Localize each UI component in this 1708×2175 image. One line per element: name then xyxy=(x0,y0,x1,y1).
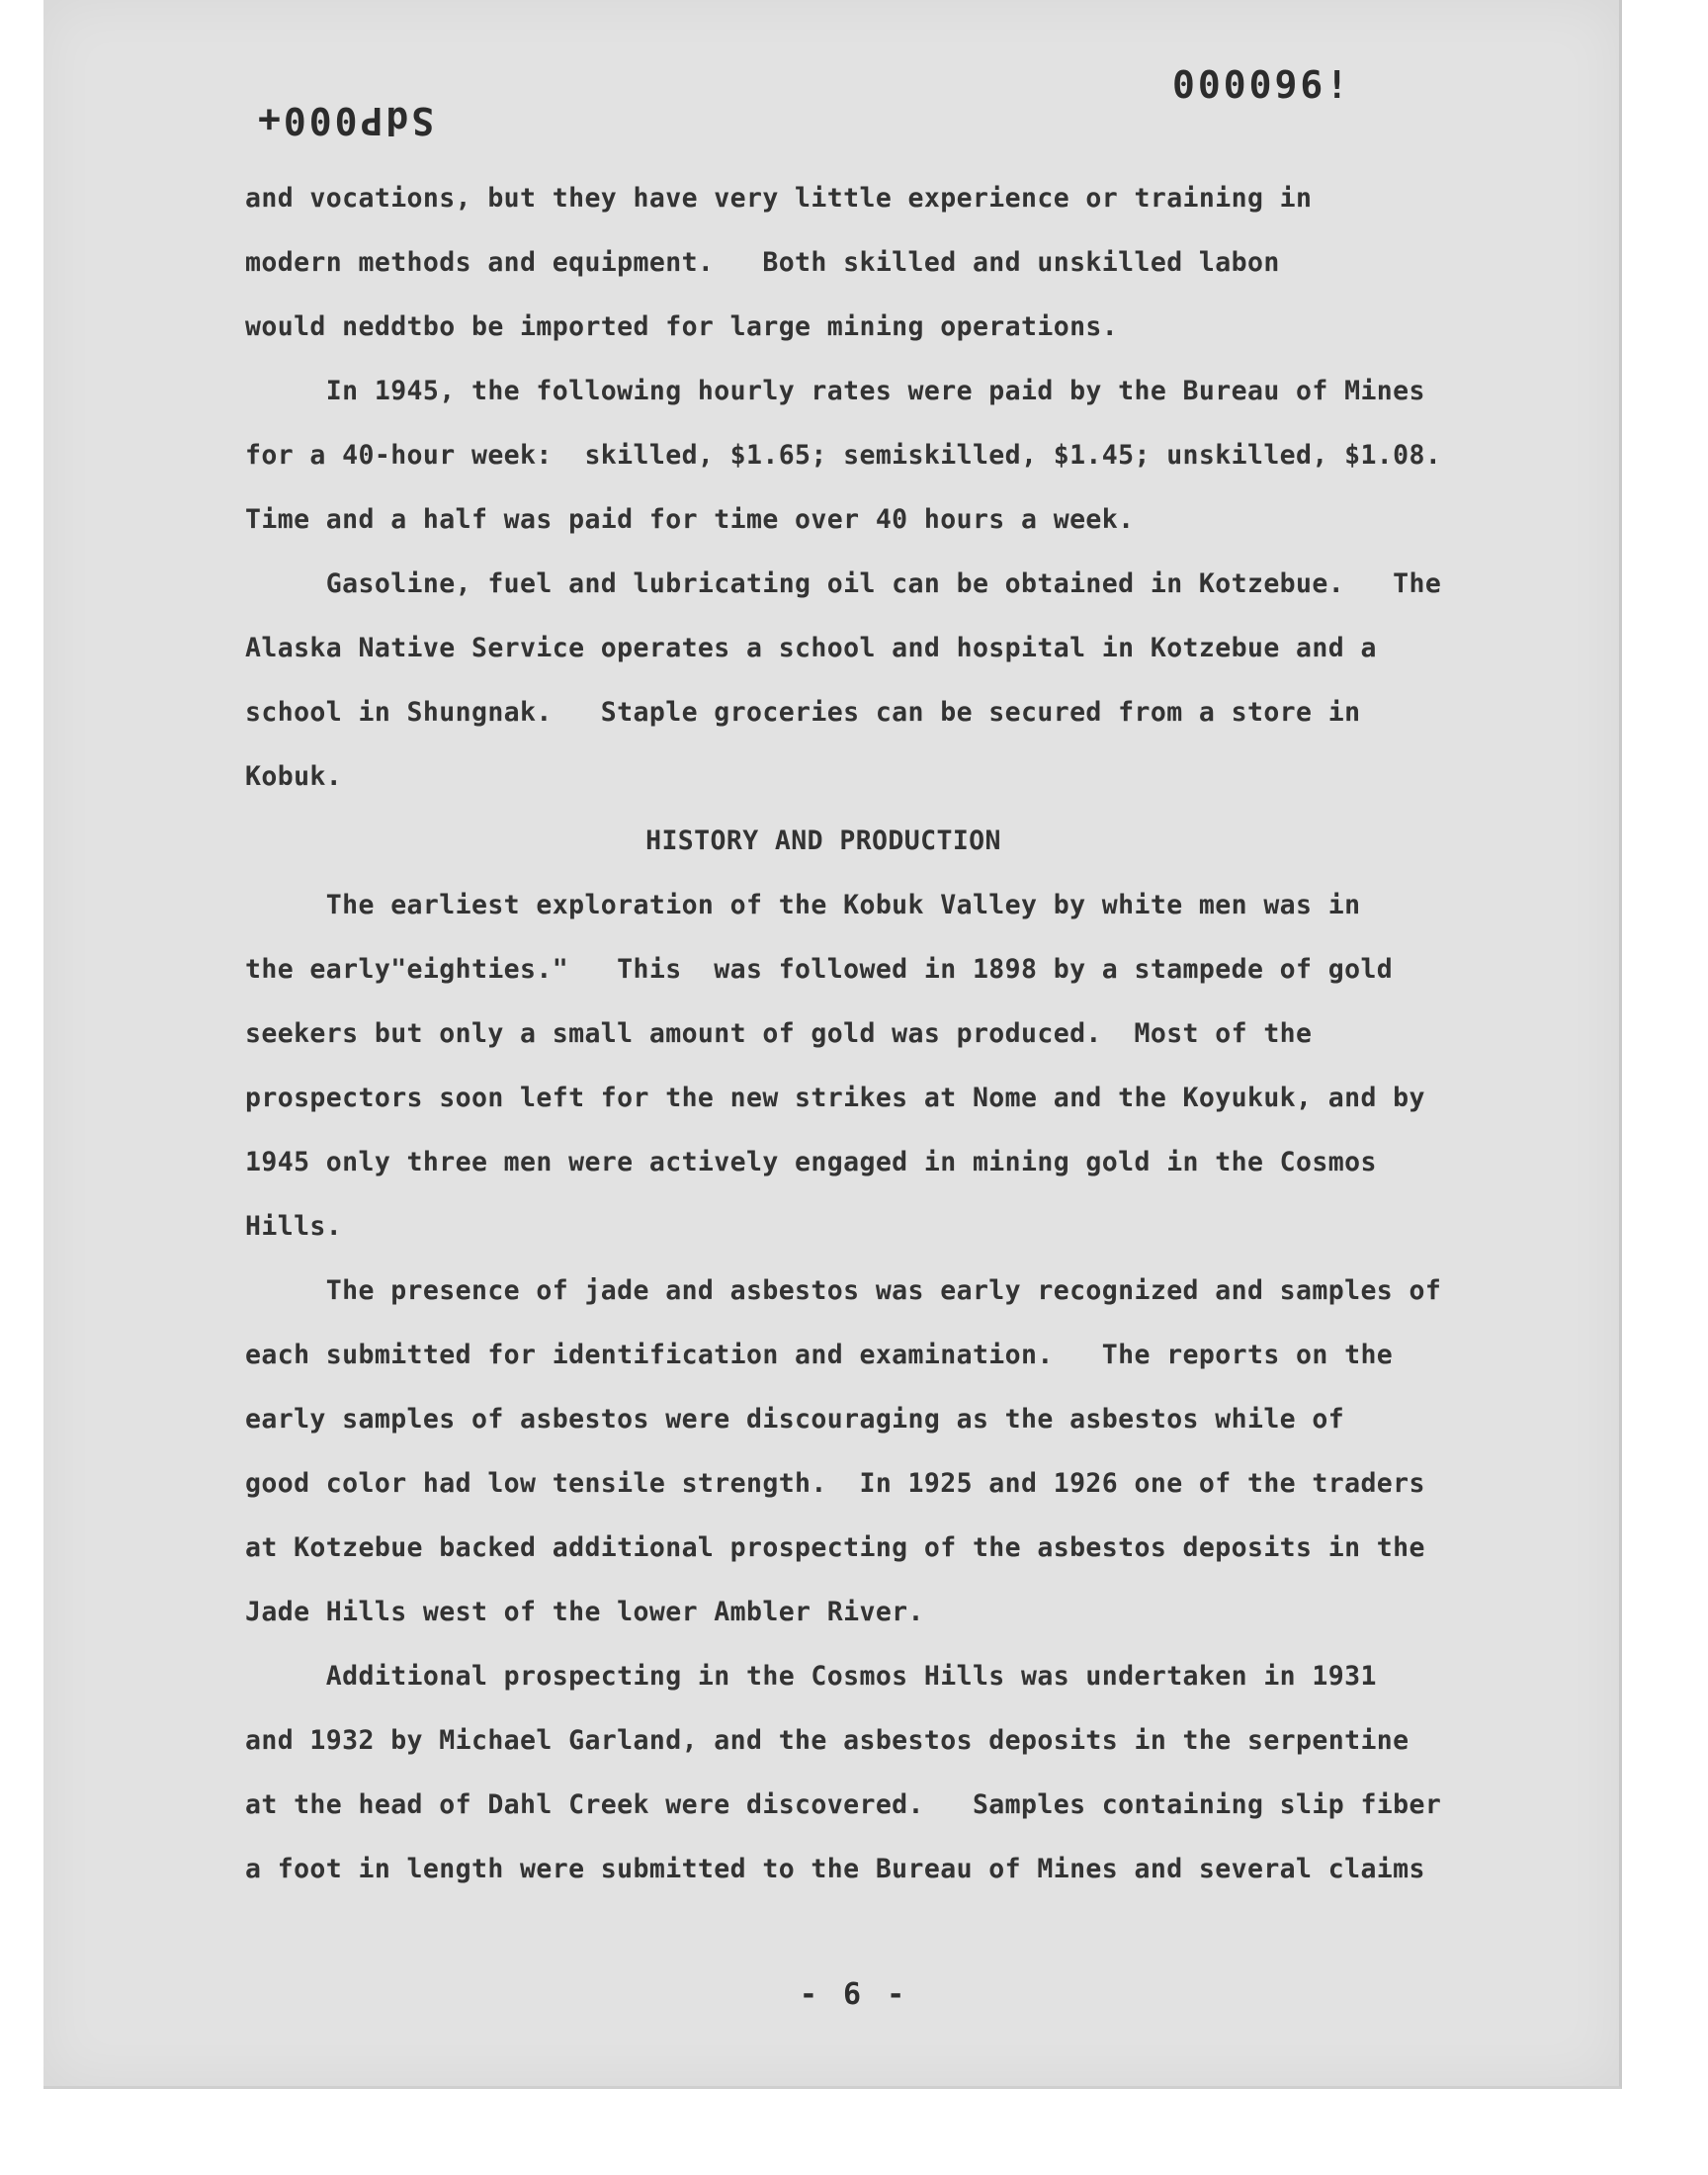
text-line: and 1932 by Michael Garland, and the asbestos deposits in the serpentine xyxy=(245,1725,1409,1756)
text-line: Hills. xyxy=(245,1211,343,1242)
text-line: prospectors soon left for the new strikes at Nome and the Koyukuk, and by xyxy=(245,1083,1425,1113)
text-line: The presence of jade and asbestos was early recognized and samples of xyxy=(245,1275,1442,1306)
text-line: seekers but only a small amount of gold was produced. Most of the xyxy=(245,1018,1313,1049)
text-line: modern methods and equipment. Both skilled and unskilled labon xyxy=(245,247,1280,278)
text-line: The earliest exploration of the Kobuk Valley by white men was in xyxy=(245,890,1361,920)
text-line: Jade Hills west of the lower Ambler River. xyxy=(245,1597,924,1627)
text-line: 1945 only three men were actively engaged in mining gold in the Cosmos xyxy=(245,1147,1377,1177)
text-line: Gasoline, fuel and lubricating oil can be obtained in Kotzebue. The xyxy=(245,568,1442,599)
text-line: for a 40-hour week: skilled, $1.65; semiskilled, $1.45; unskilled, $1.08. xyxy=(245,440,1442,471)
text-line: In 1945, the following hourly rates were paid by the Bureau of Mines xyxy=(245,376,1425,406)
text-line: at the head of Dahl Creek were discovered. Samples containing slip fiber xyxy=(245,1789,1442,1820)
text-line: each submitted for identification and examination. The reports on the xyxy=(245,1340,1394,1370)
section-heading: HISTORY AND PRODUCTION xyxy=(645,826,1001,856)
text-line: would neddtbo be imported for large mining operations. xyxy=(245,311,1119,342)
text-line: school in Shungnak. Staple groceries can be secured from a store in xyxy=(245,697,1361,728)
text-line: Additional prospecting in the Cosmos Hills was undertaken in 1931 xyxy=(245,1661,1377,1692)
text-line: and vocations, but they have very little experience or training in xyxy=(245,183,1313,214)
text-line: Kobuk. xyxy=(245,761,343,792)
document-stamp-right: 000096! xyxy=(1172,63,1352,107)
document-stamp-left: SdP000+ xyxy=(255,99,435,142)
text-line: a foot in length were submitted to the Bureau of Mines and several claims xyxy=(245,1854,1425,1884)
text-line: early samples of asbestos were discouraging as the asbestos while of xyxy=(245,1404,1345,1435)
text-line: Time and a half was paid for time over 40 hours a week. xyxy=(245,504,1135,535)
document-body xyxy=(245,166,1520,1901)
text-line: at Kotzebue backed additional prospecting of the asbestos deposits in the xyxy=(245,1532,1425,1563)
text-line: good color had low tensile strength. In 1925 and 1926 one of the traders xyxy=(245,1468,1425,1499)
page-number: - 6 - xyxy=(799,1977,909,2012)
text-line: Alaska Native Service operates a school and hospital in Kotzebue and a xyxy=(245,633,1377,663)
text-line: the early"eighties." This was followed in 1898 by a stampede of gold xyxy=(245,954,1394,985)
